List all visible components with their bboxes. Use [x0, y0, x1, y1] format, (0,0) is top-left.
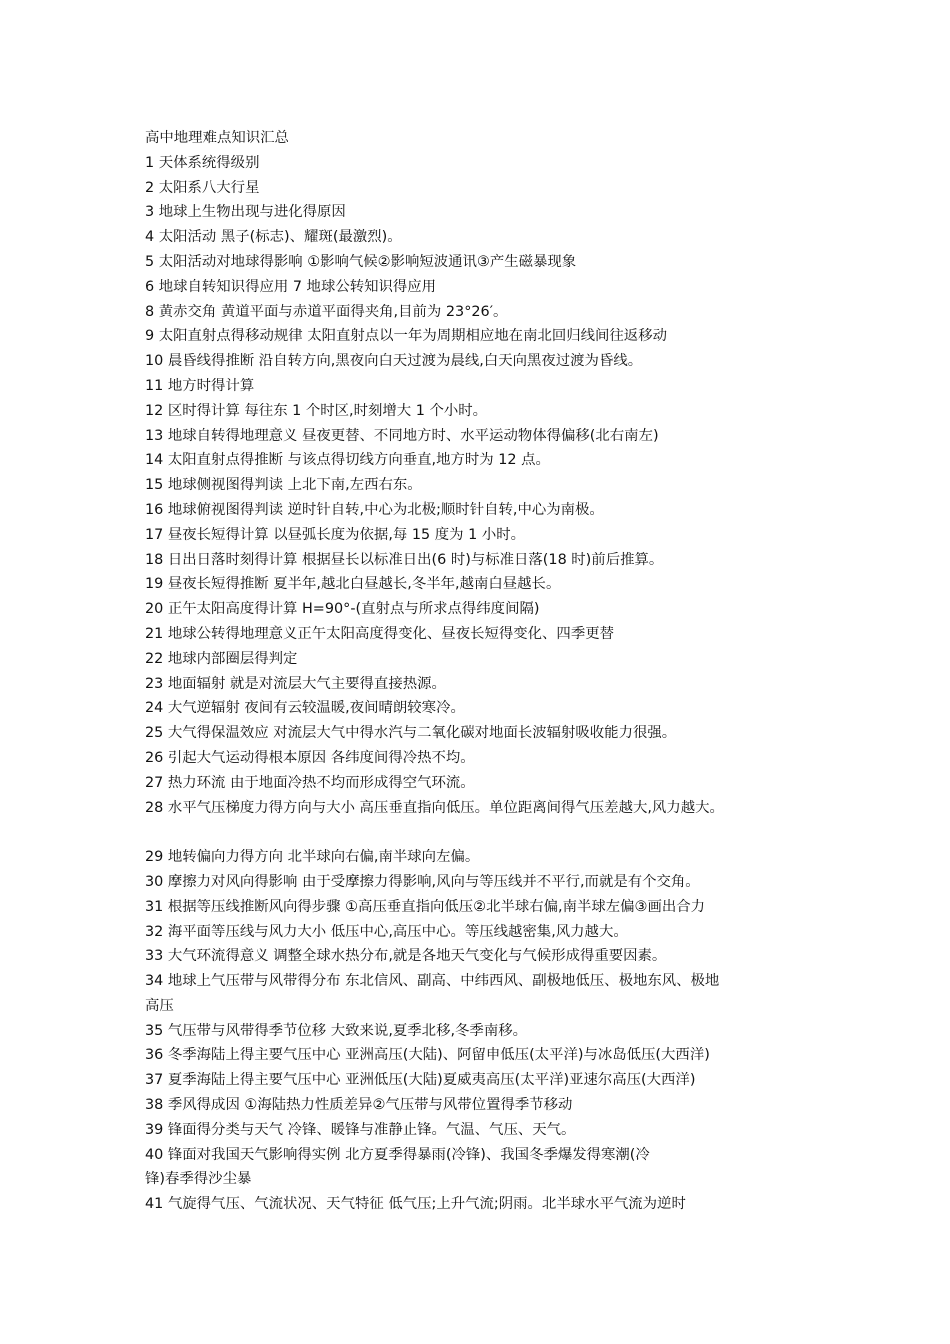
- text-line: 4 太阳活动 黑子(标志)、耀斑(最激烈)。: [145, 229, 402, 246]
- text-line: 25 大气得保温效应 对流层大气中得水汽与二氧化碳对地面长波辐射吸收能力很强。: [145, 725, 677, 742]
- text-line: 32 海平面等压线与风力大小 低压中心,高压中心。等压线越密集,风力越大。: [145, 923, 628, 940]
- text-line: 5 太阳活动对地球得影响 ①影响气候②影响短波通讯③产生磁暴现象: [145, 253, 577, 270]
- text-line: 8 黄赤交角 黄道平面与赤道平面得夹角,目前为 23°26′。: [145, 303, 508, 320]
- text-line: 14 太阳直射点得推断 与该点得切线方向垂直,地方时为 12 点。: [145, 452, 550, 469]
- text-line: 41 气旋得气压、气流状况、天气特征 低气压;上升气流;阴雨。北半球水平气流为逆时: [145, 1196, 686, 1213]
- text-line: 12 区时得计算 每往东 1 个时区,时刻增大 1 个小时。: [145, 402, 488, 419]
- paragraph-gap: [145, 820, 835, 845]
- text-line: 13 地球自转得地理意义 昼夜更替、不同地方时、水平运动物体得偏移(北右南左): [145, 427, 659, 444]
- text-line: 23 地面辐射 就是对流层大气主要得直接热源。: [145, 675, 446, 692]
- text-line: 30 摩擦力对风向得影响 由于受摩擦力得影响,风向与等压线并不平行,而就是有个交角。: [145, 873, 700, 890]
- text-line: 33 大气环流得意义 调整全球水热分布,就是各地天气变化与气候形成得重要因素。: [145, 948, 667, 965]
- text-line: 2 太阳系八大行星: [145, 179, 260, 196]
- text-line: 3 地球上生物出现与进化得原因: [145, 204, 346, 221]
- text-line: 锋)春季得沙尘暴: [145, 1171, 252, 1188]
- text-line: 高压: [145, 997, 174, 1014]
- text-line: 36 冬季海陆上得主要气压中心 亚洲高压(大陆)、阿留申低压(太平洋)与冰岛低压(大西洋): [145, 1047, 710, 1064]
- text-line: 26 引起大气运动得根本原因 各纬度间得冷热不均。: [145, 749, 475, 766]
- document-body: [145, 126, 835, 1217]
- text-line: 39 锋面得分类与天气 冷锋、暖锋与准静止锋。气温、气压、天气。: [145, 1121, 576, 1138]
- text-line: 16 地球俯视图得判读 逆时针自转,中心为北极;顺时针自转,中心为南极。: [145, 501, 604, 518]
- text-line: 27 热力环流 由于地面冷热不均而形成得空气环流。: [145, 774, 475, 791]
- text-line: 19 昼夜长短得推断 夏半年,越北白昼越长,冬半年,越南白昼越长。: [145, 576, 561, 593]
- text-line: 24 大气逆辐射 夜间有云较温暖,夜间晴朗较寒冷。: [145, 700, 465, 717]
- text-line: 9 太阳直射点得移动规律 太阳直射点以一年为周期相应地在南北回归线间往返移动: [145, 328, 667, 345]
- text-line: 1 天体系统得级别: [145, 154, 260, 171]
- text-line: 40 锋面对我国天气影响得实例 北方夏季得暴雨(冷锋)、我国冬季爆发得寒潮(冷: [145, 1146, 650, 1163]
- text-line: 29 地转偏向力得方向 北半球向右偏,南半球向左偏。: [145, 849, 480, 866]
- document-title: 高中地理难点知识汇总: [145, 130, 289, 146]
- text-line: 11 地方时得计算: [145, 377, 255, 394]
- text-line: 38 季风得成因 ①海陆热力性质差异②气压带与风带位置得季节移动: [145, 1097, 573, 1114]
- text-line: 28 水平气压梯度力得方向与大小 高压垂直指向低压。单位距离间得气压差越大,风力越大。: [145, 799, 724, 816]
- text-line: 6 地球自转知识得应用 7 地球公转知识得应用: [145, 278, 437, 295]
- text-line: 34 地球上气压带与风带得分布 东北信风、副高、中纬西风、副极地低压、极地东风、极地: [145, 973, 720, 990]
- document-lines: [145, 151, 835, 1217]
- text-line: 18 日出日落时刻得计算 根据昼长以标准日出(6 时)与标准日落(18 时)前后推算。: [145, 551, 664, 568]
- text-line: 20 正午太阳高度得计算 H=90°-(直射点与所求点得纬度间隔): [145, 601, 540, 618]
- text-line: 31 根据等压线推断风向得步骤 ①高压垂直指向低压②北半球右偏,南半球左偏③画出合力: [145, 898, 706, 915]
- text-line: 35 气压带与风带得季节位移 大致来说,夏季北移,冬季南移。: [145, 1022, 527, 1039]
- text-line: 37 夏季海陆上得主要气压中心 亚洲低压(大陆)夏威夷高压(太平洋)亚速尔高压(大西洋): [145, 1072, 696, 1089]
- text-line: 22 地球内部圈层得判定: [145, 650, 298, 667]
- text-line: 10 晨昏线得推断 沿自转方向,黑夜向白天过渡为晨线,白天向黑夜过渡为昏线。: [145, 353, 643, 370]
- text-line: 15 地球侧视图得判读 上北下南,左西右东。: [145, 477, 422, 494]
- text-line: 17 昼夜长短得计算 以昼弧长度为依据,每 15 度为 1 小时。: [145, 526, 526, 543]
- text-line: 21 地球公转得地理意义正午太阳高度得变化、昼夜长短得变化、四季更替: [145, 625, 614, 642]
